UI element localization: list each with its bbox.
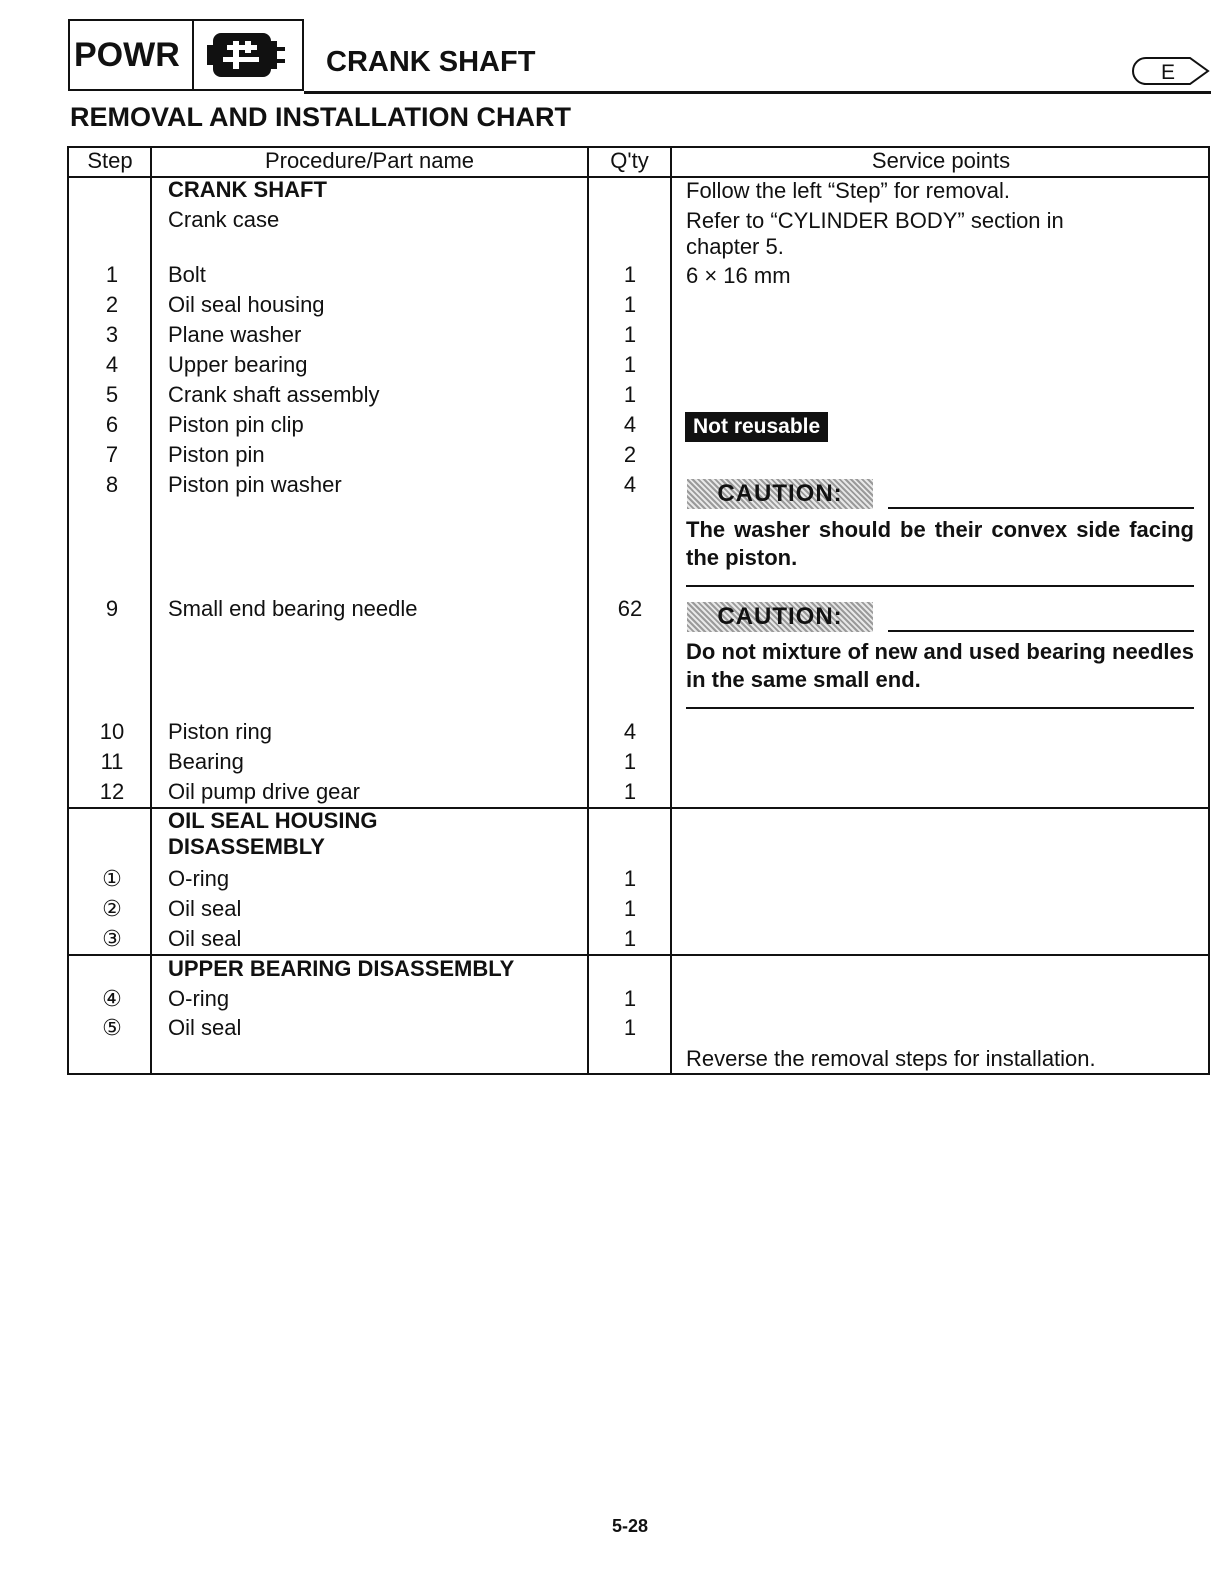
part-name: Oil seal <box>168 926 242 951</box>
part-qty: 62 <box>617 596 643 621</box>
part-qty: 1 <box>623 779 637 804</box>
step-number: 4 <box>105 352 119 377</box>
part-qty: 1 <box>623 926 637 951</box>
not-reusable-badge: Not reusable <box>685 412 828 442</box>
section-heading-upper-bearing: UPPER BEARING DISASSEMBLY <box>168 956 515 981</box>
step-number: ① <box>102 866 122 891</box>
language-code: E <box>1160 61 1176 84</box>
section-code: POWR <box>70 21 194 89</box>
step-number: 7 <box>105 442 119 467</box>
step-number: 8 <box>105 472 119 497</box>
part-name: Small end bearing needle <box>168 596 418 621</box>
part-qty: 1 <box>623 352 637 377</box>
section-heading-oil-seal-housing: OIL SEAL HOUSING <box>168 808 378 833</box>
part-qty: 4 <box>623 719 637 744</box>
part-name: Oil seal <box>168 1015 242 1040</box>
language-badge <box>1132 56 1210 86</box>
part-qty: 4 <box>623 472 637 497</box>
step-number: 5 <box>105 382 119 407</box>
step-number: ③ <box>102 926 122 951</box>
page-number: 5-28 <box>612 1516 649 1536</box>
caution-label: CAUTION: <box>687 602 873 632</box>
part-qty: 1 <box>623 749 637 774</box>
part-name: Piston ring <box>168 719 272 744</box>
part-name: Oil pump drive gear <box>168 779 360 804</box>
part-name: Piston pin <box>168 442 265 467</box>
part-qty: 1 <box>623 292 637 317</box>
column-header-service: Service points <box>871 148 1011 173</box>
part-qty: 1 <box>623 382 637 407</box>
section-heading-crank-shaft: CRANK SHAFT <box>168 177 327 202</box>
part-qty: 1 <box>623 986 637 1011</box>
step-number: 11 <box>100 749 124 774</box>
column-header-qty: Q'ty <box>610 148 649 173</box>
step-number: 6 <box>105 412 119 437</box>
caution-end-rule <box>686 585 1194 587</box>
part-name: Bolt <box>168 262 206 287</box>
column-header-part: Procedure/Part name <box>264 148 475 173</box>
part-qty: 1 <box>623 1015 637 1040</box>
part-name: Oil seal <box>168 896 242 921</box>
part-name: Oil seal housing <box>168 292 325 317</box>
caution-text: The washer should be their convex side facing the piston. <box>686 517 1194 570</box>
caution-text: Do not mixture of new and used bearing needles in the same small end. <box>686 639 1194 692</box>
column-divider <box>587 146 589 1075</box>
caution-rule <box>888 630 1194 632</box>
part-name: O-ring <box>168 866 230 891</box>
caution-rule <box>888 507 1194 509</box>
part-qty: 1 <box>623 322 637 347</box>
part-qty: 4 <box>623 412 637 437</box>
step-number: ② <box>102 896 122 921</box>
engine-block-icon <box>194 21 302 89</box>
part-name: Piston pin washer <box>168 472 342 497</box>
section-code-box <box>68 19 304 91</box>
header-rule <box>304 91 1211 94</box>
bolt-size: 6 × 16 mm <box>686 263 791 288</box>
part-name: Upper bearing <box>168 352 308 377</box>
service-point-text: chapter 5. <box>686 234 784 259</box>
step-number: 1 <box>105 262 119 287</box>
part-name: Plane washer <box>168 322 302 347</box>
caution-end-rule <box>686 707 1194 709</box>
step-number: 3 <box>105 322 119 347</box>
step-number: 2 <box>105 292 119 317</box>
caution-label: CAUTION: <box>687 479 873 509</box>
step-number: 10 <box>99 719 125 744</box>
step-number: ⑤ <box>102 1015 122 1040</box>
service-point-text: Refer to “CYLINDER BODY” section in <box>686 208 1064 233</box>
step-number: 9 <box>105 596 119 621</box>
part-name: O-ring <box>168 986 230 1011</box>
part-name: Bearing <box>168 749 244 774</box>
column-divider <box>670 146 672 1075</box>
service-point-text: Follow the left “Step” for removal. <box>686 178 1011 203</box>
section-heading-oil-seal-housing: DISASSEMBLY <box>168 834 325 859</box>
part-name: Crank shaft assembly <box>168 382 380 407</box>
page-title: CRANK SHAFT <box>326 46 536 78</box>
part-qty: 2 <box>623 442 637 467</box>
installation-note: Reverse the removal steps for installation. <box>686 1046 1096 1071</box>
step-number: ④ <box>102 986 122 1011</box>
chart-title: REMOVAL AND INSTALLATION CHART <box>70 102 571 132</box>
part-qty: 1 <box>623 896 637 921</box>
part-qty: 1 <box>623 866 637 891</box>
column-header-step: Step <box>87 148 133 173</box>
part-crank-case: Crank case <box>168 207 280 232</box>
part-qty: 1 <box>623 262 637 287</box>
step-number: 12 <box>99 779 125 804</box>
part-name: Piston pin clip <box>168 412 304 437</box>
